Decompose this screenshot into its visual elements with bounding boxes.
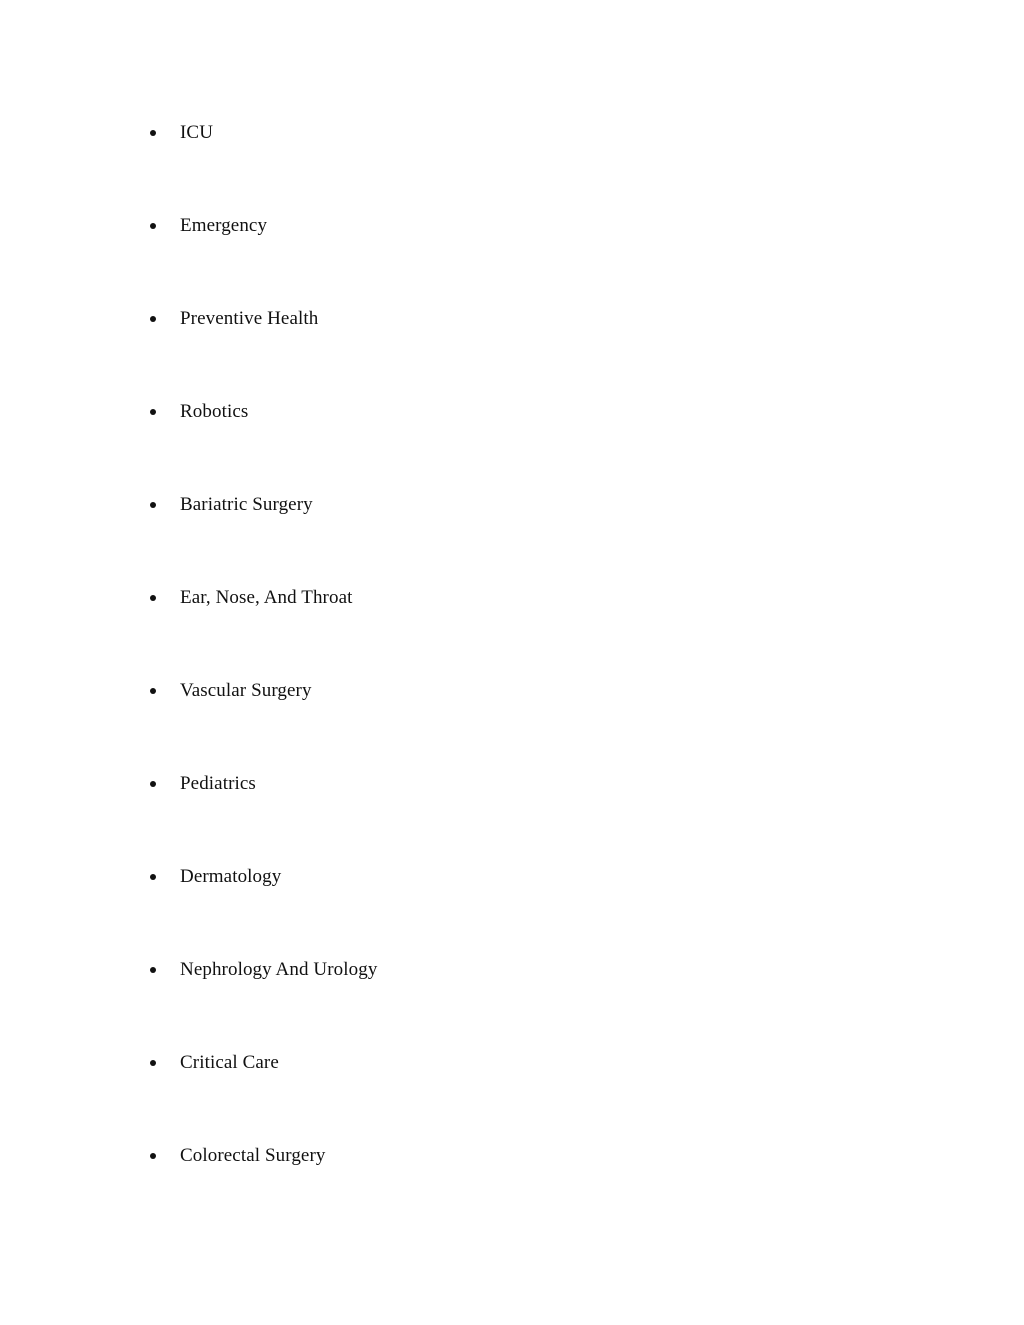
- bullet-icon: [150, 874, 156, 880]
- list-item: [150, 956, 377, 984]
- list-item: [150, 1142, 326, 1170]
- bullet-icon: [150, 967, 156, 973]
- list-item-text: Preventive Health: [180, 308, 319, 329]
- bullet-icon: [150, 223, 156, 229]
- bullet-icon: [150, 1153, 156, 1159]
- bullet-icon: [150, 502, 156, 508]
- list-item-text: Ear, Nose, And Throat: [180, 587, 353, 608]
- list-item-text: ICU: [180, 122, 214, 143]
- list-item-text: Dermatology: [180, 866, 282, 887]
- list-item: [150, 119, 213, 147]
- bullet-icon: [150, 1060, 156, 1066]
- list-item-text: Critical Care: [180, 1052, 279, 1073]
- list-item: [150, 491, 313, 519]
- bullet-icon: [150, 688, 156, 694]
- list-item: [150, 677, 312, 705]
- list-item: [150, 305, 318, 333]
- list-item: [150, 584, 352, 612]
- bullet-icon: [150, 409, 156, 415]
- list-item: [150, 398, 248, 426]
- list-item-text: Emergency: [180, 215, 268, 236]
- bullet-icon: [150, 316, 156, 322]
- list-item: [150, 1049, 279, 1077]
- list-item: [150, 863, 281, 891]
- list-item-text: Colorectal Surgery: [180, 1145, 326, 1166]
- bullet-icon: [150, 595, 156, 601]
- bullet-icon: [150, 130, 156, 136]
- list-item-text: Nephrology And Urology: [180, 959, 378, 980]
- list-item-text: Robotics: [180, 401, 249, 422]
- list-item-text: Vascular Surgery: [180, 680, 312, 701]
- list-item: [150, 770, 256, 798]
- bullet-icon: [150, 781, 156, 787]
- list-item: [150, 212, 267, 240]
- list-item-text: Pediatrics: [180, 773, 256, 794]
- list-item-text: Bariatric Surgery: [180, 494, 313, 515]
